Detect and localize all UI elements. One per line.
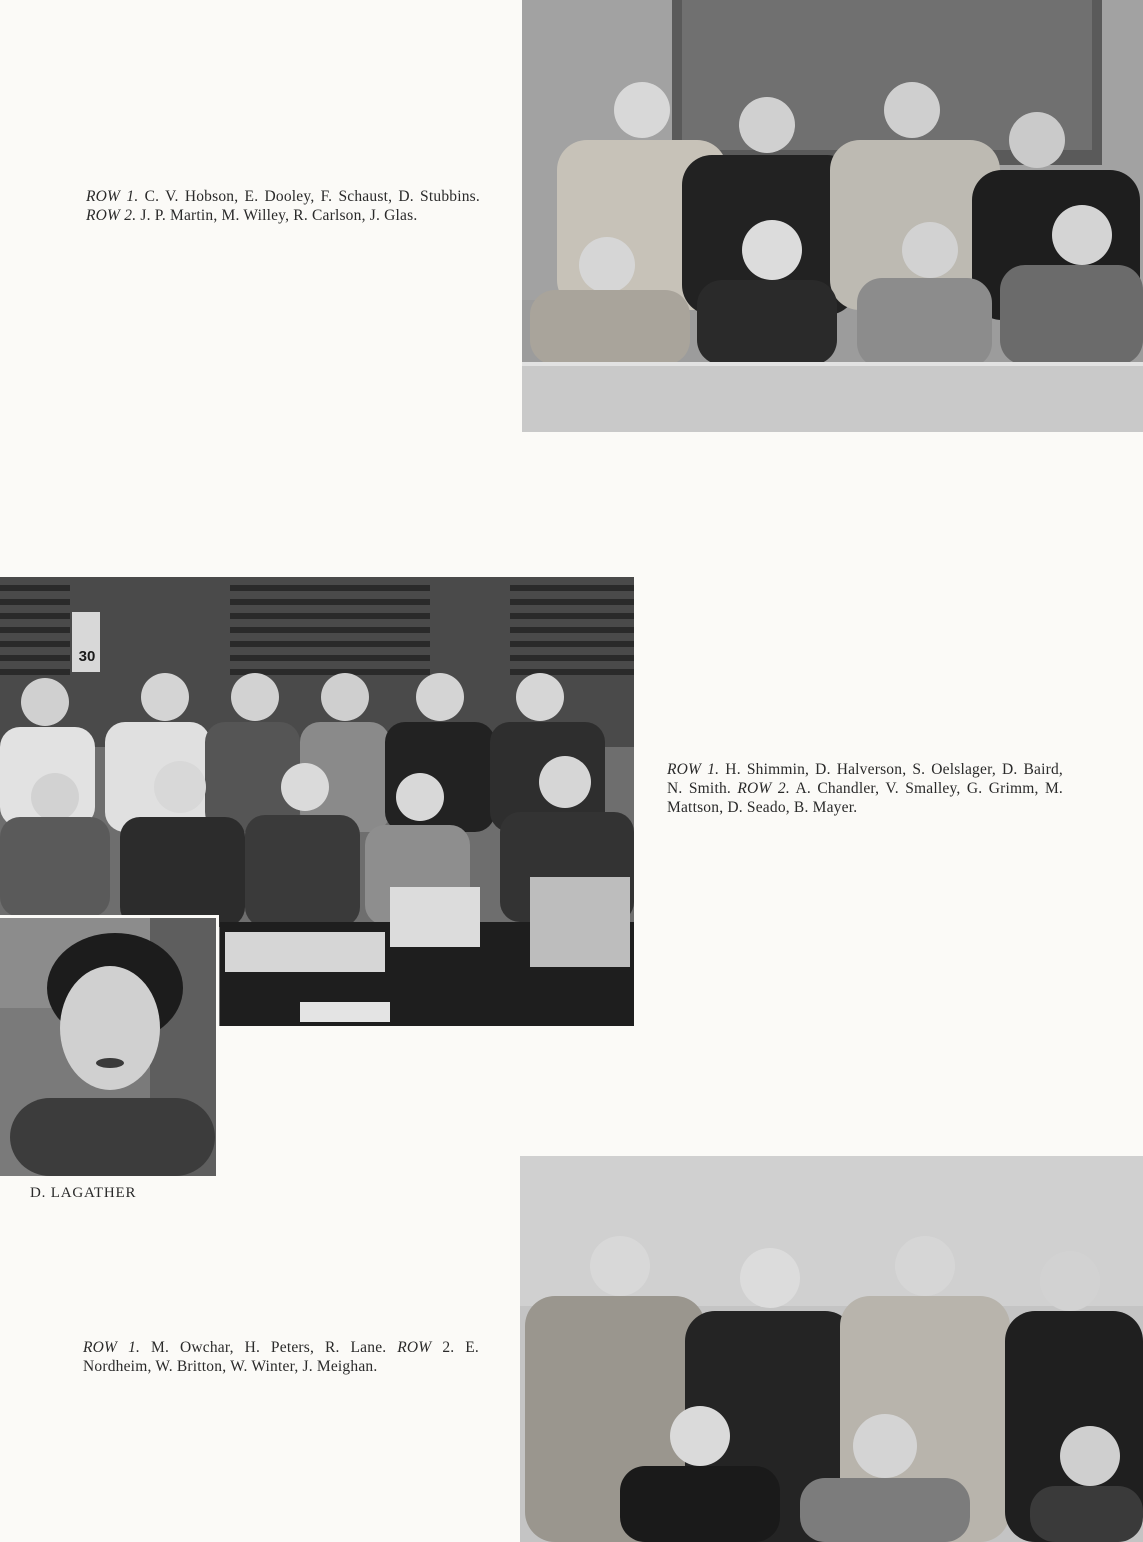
group2-caption-part: H. Shimmin, D. Halverson, S. Oelslager, D. Baird, N. Smith. [667,761,1063,797]
group3-caption-part: ROW [397,1339,432,1356]
group3-caption-part: M. Owchar, H. Peters, R. Lane. [140,1339,398,1356]
group3-caption [83,1338,479,1376]
portrait-name-label: D. LAGATHER [30,1185,137,1201]
group-photo-1 [522,0,1143,432]
group1-caption-part: ROW 2. [86,207,137,224]
group2-caption-part: A. Chandler, V. Smalley, G. Grimm, M. Mattson, D. Seado, B. Mayer. [667,780,1064,816]
group1-caption-part: C. V. Hobson, E. Dooley, F. Schaust, D. Stubbins. [138,188,480,205]
group1-caption-part: J. P. Martin, M. Willey, R. Carlson, J. Glas. [136,207,418,224]
calendar-number: 30 [78,648,96,665]
group3-caption-part: ROW 1. [83,1339,141,1356]
group2-caption-part: ROW 2. [737,780,790,797]
group1-caption [86,187,480,225]
group-photo-3 [520,1156,1143,1542]
group1-caption-part: ROW 1. [86,188,139,205]
portrait-photo [0,915,219,1176]
group3-caption-part: 2. E. Nordheim, W. Britton, W. Winter, J. Meighan. [83,1339,479,1375]
group2-caption-part: ROW 1. [667,761,720,778]
group2-caption [667,760,1063,817]
